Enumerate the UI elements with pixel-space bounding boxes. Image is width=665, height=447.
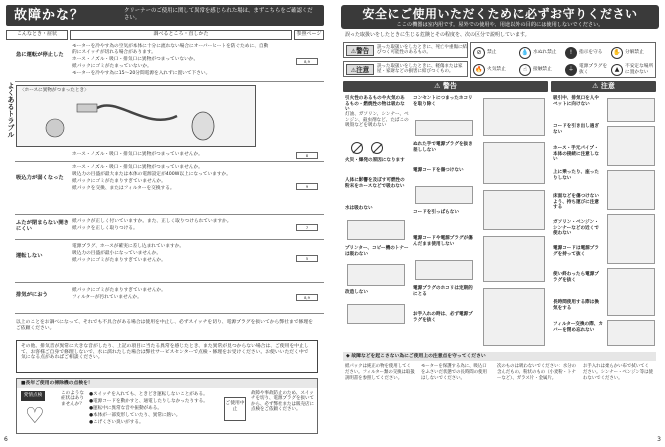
illustration	[483, 236, 545, 282]
table-row	[15, 241, 324, 283]
legend-item: ✋ 分解禁止	[611, 44, 657, 61]
warning-text: その他、排気音が異常に大きな音がしたり、上記の項目に当たる異常を感じたとき、また異常が見つからない場合は、ご使用を中止して、お客様ご自身で修理しないで、水に濡れたした場合は弊社サービスセンターで点検・修理をお受けください。お使いいただく中で気になる点があればご相談ください。	[21, 344, 309, 361]
warning-item: 人体に影響を及ぼす可燃性の粉末をホースなどで吸わない	[345, 178, 405, 189]
troubleshoot-header	[6, 5, 324, 26]
bottom-note: 以上のことをお調べになって、それでも不具合がある場合は使用を中止し、必ずスイッチを切り、電源プラグを抜いてから弊社まで修理をご依頼ください。	[16, 320, 313, 331]
illustration	[415, 186, 473, 204]
check-line: ホース・ノズル・吸口・排気口に異物がつまっていませんか。	[72, 152, 203, 157]
warning-item: コンセントにつまったホコリを取り除く	[413, 96, 473, 107]
page-number: 3	[657, 435, 661, 443]
legend-item: ! 指示を守る	[565, 44, 611, 61]
usage-note: 紙パックは純正の物を使用してください。フィルター類の交換は取扱説明書を参照してください。	[345, 364, 415, 381]
col-check-header: 調べるところ・直しかた	[70, 30, 292, 40]
caution-item: 使い終わったら電源プラグを抜く	[553, 272, 599, 283]
table-row	[15, 42, 324, 82]
check-line: ホース・ノズル・吸口・排気口に異物がつまっていないか。	[72, 56, 199, 62]
illustration	[483, 288, 545, 346]
symbol-legend	[470, 42, 656, 78]
caution-item: コードを引き出し過ぎない	[553, 124, 599, 135]
legend-item: ☝ 接触禁止	[519, 61, 565, 78]
page-title: 故障かな？	[14, 8, 85, 23]
table-row	[15, 163, 324, 215]
legend-item: 🔥 火気禁止	[473, 61, 519, 78]
illustration	[607, 320, 655, 346]
no-fire-icon: 🔥	[473, 64, 485, 76]
heart-icon: ♡	[25, 404, 45, 429]
ref-page: 8,9	[296, 58, 318, 65]
page-number: 6	[4, 435, 8, 443]
check-line: 吸込力の目盛が最大または本体の電源設定が400W以上になっていますか。	[72, 172, 231, 178]
illustration	[607, 126, 655, 166]
right-page	[333, 0, 665, 447]
prohibit-icon	[371, 142, 383, 154]
ref-page: 7	[296, 224, 318, 231]
inspection-header: ■長年ご使用の掃除機の点検を！	[17, 379, 317, 388]
warning-definition	[343, 42, 468, 58]
warning-triangle-icon: ⚠	[350, 48, 357, 55]
caution-item: フィルター交換の際、カバーを閉め忘れない	[553, 322, 603, 333]
caution-item: ガソリン・ベンジン・シンナーなどの近くで使わない	[553, 220, 599, 237]
list-item: ●本体が一部変形していたり、異常に熱い。	[89, 413, 181, 419]
illustration-area	[16, 85, 256, 147]
warning-description: 誤った取扱いをしたときに、死亡や重傷に結びつく可能性のあるもの。	[377, 45, 467, 56]
caution-item: ホース・手元パイプ・本体の接続に注意しない	[553, 146, 599, 163]
left-page	[0, 0, 332, 447]
illustration-note: 〈ホースに異物がつまったとき〉	[20, 88, 89, 93]
inspection-panel	[16, 378, 318, 434]
ref-page: 8,9	[296, 294, 318, 301]
illustration	[483, 98, 545, 136]
symptom-cell: 急に運転が停止した	[16, 52, 64, 58]
warning-item: 水は吸わない	[345, 206, 373, 211]
page-title: 安全にご使用いただくために必ずお守りください	[362, 7, 638, 21]
list-item: ●スイッチを入れても、ときどき運転しないことがある。	[89, 392, 208, 397]
illustration	[607, 98, 655, 122]
illustration	[483, 142, 545, 184]
inspection-items	[89, 391, 219, 427]
caution-item: 長時間使用する際は換気をする	[553, 300, 599, 311]
ref-page: 9	[296, 183, 318, 190]
illustration	[347, 304, 405, 324]
stop-use-label: ご使用中止	[224, 397, 246, 421]
illustration	[607, 170, 655, 210]
page-subtitle: ここの機器は室内用です。屋外での使用や、用途以外の目的には使用しないでください。	[396, 22, 604, 29]
check-cell	[72, 244, 282, 265]
caution-item: 電源コードは電源プラグを持って抜く	[553, 246, 599, 257]
check-line: モーターを冷やす為の空気が本体に十分に流れない場合にオーバーヒートを防ぐために、自動的にスイッチが切れる場合があります。	[72, 44, 269, 55]
warning-label: ⚠警告	[346, 45, 374, 56]
warning-item: 灯油、ガソリン、シンナー、ベンジン、殺虫剤など、たばこの吸殻などを吸わない	[345, 112, 409, 129]
check-line: 吸込力の目盛が最小になっていませんか。	[72, 251, 162, 257]
legend-item: ▲ 不安定な場所に置かない	[611, 61, 657, 78]
hose-illustration	[17, 86, 257, 148]
check-line: 紙パックを正しく取りつける。	[72, 226, 138, 232]
check-line: 紙パックにゴミがたまりすぎていませんか。	[72, 258, 166, 264]
caution-band: ⚠ 注意	[551, 81, 656, 92]
prohibit-icon	[351, 142, 363, 154]
table-row	[15, 284, 324, 314]
check-line: 電源プラグ、ホースが確実に差し込まれていますか。	[72, 244, 185, 249]
warning-box	[16, 340, 318, 373]
caution-definition	[343, 61, 468, 77]
check-line: モーターを冷やす為に15〜20分間電源を入れずに置いて下さい。	[72, 70, 211, 76]
symptom-cell: ふたが閉まらない開きにくい	[16, 220, 69, 233]
ref-page: 5	[296, 255, 318, 262]
warning-item: ぬれた手で電源プラグを抜き差ししない	[413, 142, 473, 153]
illustration	[607, 268, 655, 316]
caution-item: 上に乗ったり、座ったりしない	[553, 170, 599, 181]
check-cell	[72, 288, 282, 302]
list-item: ●こげくさい臭いがする。	[89, 420, 144, 426]
check-line: 紙パックにゴミがたまりすぎていませんか。	[72, 288, 166, 293]
no-touch-icon: ☝	[519, 64, 531, 76]
warning-item: 改造しない	[345, 290, 368, 295]
check-line: フィルターが汚れていませんか。	[72, 295, 142, 301]
caution-triangle-icon: ⚠	[350, 67, 357, 74]
col-symptom-header: こんなとき・症状	[6, 30, 68, 40]
check-cell	[72, 44, 272, 78]
side-label: よくあるトラブル	[7, 82, 15, 138]
table-row	[15, 216, 324, 240]
warning-item: 火災・爆発の原因になります	[345, 158, 405, 163]
illustration	[347, 220, 405, 240]
list-item: ●運転中に異常な音や振動がある。	[89, 406, 162, 412]
warning-item: 電源プラグのホコリは定期的にとる	[413, 286, 473, 297]
illustration	[483, 190, 545, 230]
check-cell	[72, 165, 282, 194]
ref-page: 8	[296, 152, 318, 159]
check-line: 紙パックにゴミがたまりすぎていませんか。	[72, 179, 166, 185]
safety-header	[341, 5, 659, 29]
check-line: 紙パックを交換、またはフィルターを交換する。	[72, 186, 175, 192]
caution-label: ⚠注意	[346, 64, 374, 75]
illustration	[347, 264, 405, 286]
unplug-icon: ⏚	[565, 64, 577, 76]
caution-description: 誤った取扱いをしたときに、軽傷または家屋・家財などの損害に結びつくもの。	[377, 64, 463, 75]
table-row	[15, 150, 324, 162]
check-line: ホース・ノズル・吸口・排気口に異物がつまっていませんか。	[72, 165, 203, 170]
intro-text: 誤った取扱いをしたときに生じる危険とその程度を、次の区分で説明しています。	[345, 32, 530, 38]
warning-item: プリンター、コピー機のトナーは吸わない	[345, 246, 409, 257]
symptom-cell: 排気がにおう	[16, 292, 48, 298]
usage-note: お手入れは柔らかい布で拭いてください。シンナー・ベンジン等は使わないでください。	[583, 364, 653, 381]
usage-note: モーターを保護する為に、吸込口をふさいだ状態での長時間の使用はしないでください。	[421, 364, 487, 381]
usage-note: 次のものは吸わないでください：水分の含んだもの、粉状のもの（小麦粉・トナーなど）、ガラス片・金属片。	[497, 364, 577, 381]
warning-item: 電源コードや電源プラグが傷んだまま使用しない	[413, 236, 473, 247]
unstable-place-icon: ▲	[611, 64, 623, 76]
symptom-cell: 運転しない	[16, 253, 43, 259]
symptom-cell: 吸込力が弱くなった	[16, 175, 64, 181]
warning-item: 電源コードを傷つけない	[413, 168, 464, 173]
prohibit-icon: ⊘	[473, 47, 485, 59]
caution-item: 床面などを傷つけないよう、持ち運びに注意する	[553, 194, 599, 211]
legend-item: ⊘ 禁止	[473, 44, 519, 61]
check-cell	[72, 152, 282, 159]
illustration	[415, 120, 473, 136]
check-cell	[72, 219, 282, 233]
inspection-label: 愛情点検	[21, 391, 45, 401]
warning-item: お手入れの時は、必ず電源プラグを抜く	[413, 312, 473, 323]
warning-item: コードを引っぱらない	[413, 210, 459, 215]
legend-item: ⏚ 電源プラグを抜く	[565, 61, 611, 78]
caution-item: 吸引中、排気口を人やペットに向けない	[553, 96, 599, 107]
legend-item: 💧 水ぬれ禁止	[519, 44, 565, 61]
instruction-icon: !	[565, 47, 577, 59]
no-water-icon: 💧	[519, 47, 531, 59]
usage-notes-title: ◆ 故障などを起こさない為にご使用上の注意点を守ってください	[343, 352, 656, 361]
col-ref-header: 参照ページ	[294, 30, 324, 40]
page-subtitle: クリーナーのご使用に関して異常を感じられた場は、まずこちらをご確認ください。	[124, 8, 313, 22]
inspection-question: このような症状はありませんか？	[61, 391, 84, 407]
list-item: ●電源コードを動かすと、通電したりしなかったりする。	[89, 399, 208, 405]
check-line: 紙パックにゴミがたまっていないか。	[72, 63, 152, 69]
no-disassemble-icon: ✋	[611, 47, 623, 59]
inspection-message: 故障や事故防止のため、スイッチを切り、電源プラグを抜いてから、必ず弊社または販売店に点検をご依頼ください。	[251, 391, 314, 412]
illustration	[415, 260, 473, 280]
illustration	[607, 214, 655, 264]
check-line: 紙パックが正しく付いていますか。また、正しく取りつけられていますか。	[72, 219, 232, 224]
warning-band: ⚠ 警告	[343, 81, 548, 92]
warning-item: 引火性のあるものや火気のあるもの・燃焼性の物は吸わない	[345, 96, 405, 113]
